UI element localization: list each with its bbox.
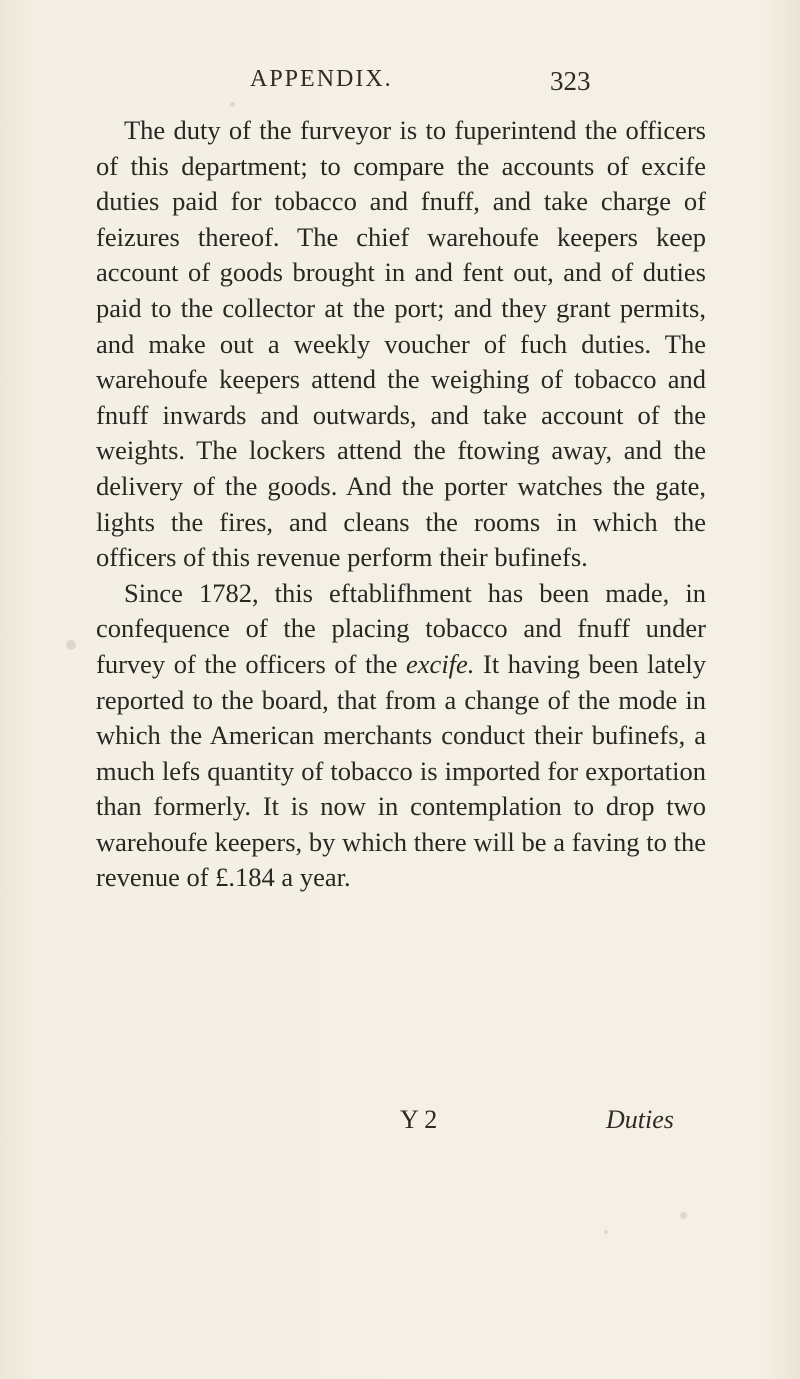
paper-speck: [66, 640, 76, 650]
paragraph-establishment-end: It having been lately reported to the board, that from a change of the mode in which the American merchants conduct their bufinefs, a much lefs quantity of tobacco is imported for exportation than formerly. It is now in contemplation to drop two warehoufe keepers, by which there will be a faving to the revenue of £.184 a year.: [96, 648, 706, 893]
running-head: APPENDIX.: [250, 66, 393, 92]
paragraph-establishment: [96, 576, 706, 896]
paper-speck: [680, 1212, 687, 1219]
body-text: [96, 113, 706, 896]
paragraph-duties: The duty of the furveyor is to fuperintend the officers of this department; to compare the accounts of excife duties paid for tobacco and fnuff, and take charge of feizures thereof. The chief warehoufe keepers keep account of goods brought in and fent out, and of duties paid to the collector at the port; and they grant permits, and make out a weekly voucher of fuch duties. The warehoufe keepers attend the weighing of tobacco and fnuff inwards and outwards, and take account of the weights. The lockers attend the ftowing away, and the delivery of the goods. And the porter watches the gate, lights the fires, and cleans the rooms in which the officers of this revenue perform their bufinefs.: [96, 115, 706, 573]
page-footer: [0, 1105, 800, 1145]
page-number: 323: [550, 66, 591, 96]
paper-speck: [604, 1230, 608, 1234]
paragraph-establishment-start: Since 1782, this eftablifhment has been made, in confequence of the placing tobacco and fnuff under furvey of the officers of the: [96, 577, 706, 679]
catchword: Duties: [606, 1105, 674, 1134]
signature-mark: Y 2: [400, 1105, 438, 1134]
page-header: [0, 66, 800, 106]
italic-excise: excife.: [406, 648, 475, 679]
paper-speck: [230, 102, 235, 107]
